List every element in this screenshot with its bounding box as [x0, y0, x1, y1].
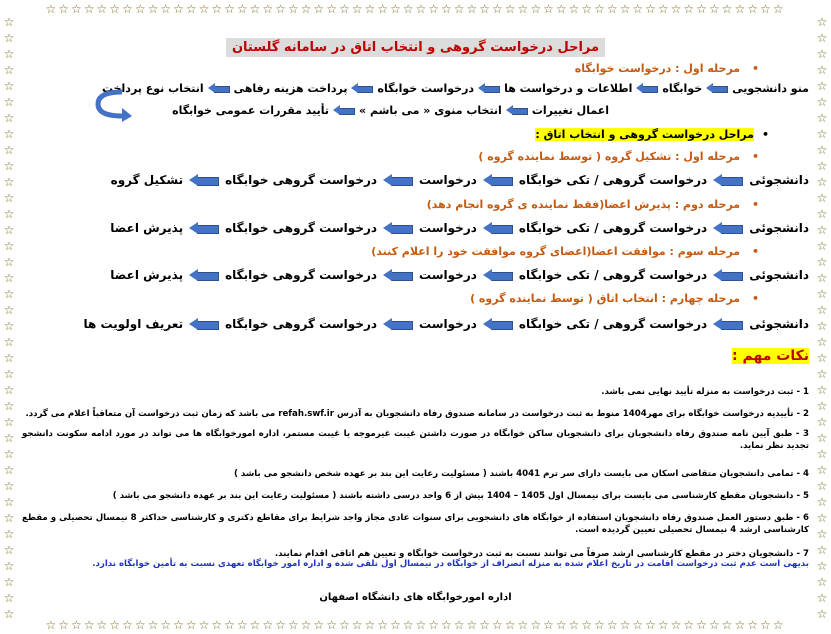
- flow-step: درخواست: [419, 173, 477, 187]
- note-item: 5 - دانشجویان مقطع کارشناسی می بایست برای نیمسال اول 1405 – 1404 بیش از 6 واحد درسی داشته باشند ( مسئولیت رعایت این بند بر عهده دانشجو می باشد ): [112, 491, 809, 501]
- flow-step: درخواست گروهی / تکی خوابگاه: [518, 221, 708, 235]
- page-title-text: مراحل درخواست گروهی و انتخاب اتاق در سامانه گلستان: [226, 38, 605, 57]
- flow-step: درخواست گروهی / تکی خوابگاه: [518, 268, 708, 282]
- note-item: 2 - تأییدیه درخواست خوابگاه برای مهر1404 منوط به ثبت درخواست در سامانه صندوق رفاه دانشجویان به آدرس refah.swf.ir می باشد که زمان ثبت درخواست آن متعاقباً اعلام می گردد.: [25, 409, 809, 419]
- group-stage4-heading: • مرحله چهارم : انتخاب اتاق ( توسط نماینده گروه ): [22, 292, 759, 305]
- page-title: [22, 36, 809, 55]
- note-blue: بدیهی است عدم ثبت درخواست اقامت در تاریخ اعلام شده به منزله انصراف از خوابگاه در نیمسال اول تلقی شده و اداره امور خوابگاه تعهدی نسبت به تأمین خوابگاه ندارد.: [92, 559, 809, 569]
- flow-step: درخواست: [419, 317, 477, 331]
- left-arrow-icon: [351, 83, 373, 94]
- group-heading: • مراحل درخواست گروهی و انتخاب اتاق :: [22, 128, 769, 141]
- left-arrow-icon: [483, 318, 513, 331]
- flow-step: تشکیل گروه: [110, 173, 184, 187]
- left-arrow-icon: [483, 174, 513, 187]
- left-arrow-icon: [713, 269, 743, 282]
- left-arrow-icon: [636, 83, 658, 94]
- flow-step: درخواست خوابگاه: [377, 82, 475, 95]
- note-item: 3 - طبق آیین نامه صندوق رفاه دانشجویان برای دانشجویان ساکن خوابگاه در صورت داشتن غیبت غیرموجه یا غیبت مستمر، اداره امورخوابگاه ها می تواند در مورد ادامه سکونت دانشجو تجدید نظر نماید.: [22, 429, 809, 451]
- group-stage3-flow: [22, 268, 809, 282]
- loop-arrow-icon: [92, 88, 132, 122]
- flow-step: پذیرش اعضا: [110, 268, 184, 282]
- flow-step: پرداخت هزینه رفاهی: [233, 82, 348, 95]
- flow-step: اطلاعات و درخواست ها: [504, 82, 633, 95]
- flow-step: دانشجوئی: [749, 268, 809, 282]
- flow-step: درخواست گروهی خوابگاه: [225, 221, 378, 235]
- note-item: 7 - دانشجویان دختر در مقطع کارشناسی ارشد صرفاً می توانند نسبت به ثبت درخواست خوابگاه و تعیین هم اتاقی اقدام نمایند.: [274, 549, 809, 559]
- left-arrow-icon: [506, 105, 528, 116]
- footer-signature: اداره امورخوابگاه های دانشگاه اصفهان: [319, 592, 512, 603]
- left-arrow-icon: [383, 269, 413, 282]
- flow-step: انتخاب منوی « می باشم »: [359, 104, 502, 117]
- flow-step: خوابگاه: [662, 82, 703, 95]
- left-arrow-icon: [383, 222, 413, 235]
- left-arrow-icon: [208, 83, 230, 94]
- group-stage1-flow: [22, 173, 809, 187]
- note-item: 4 - تمامی دانشجویان متقاضی اسکان می بایست دارای سر ترم 4041 باشند ( مسئولیت رعایت این بند بر عهده شخص دانشجو می باشد ): [233, 469, 809, 479]
- left-arrow-icon: [189, 318, 219, 331]
- notes-heading: نکات مهم :: [732, 348, 809, 364]
- stage1-flow-line1: [22, 82, 809, 95]
- star-border-top: ☆☆☆☆☆☆☆☆☆☆☆☆☆☆☆☆☆☆☆☆☆☆☆☆☆☆☆☆☆☆☆☆☆☆☆☆☆☆☆☆☆☆☆☆☆☆☆☆☆☆☆☆☆☆☆☆☆☆: [45, 2, 786, 16]
- star-border-bottom: ☆☆☆☆☆☆☆☆☆☆☆☆☆☆☆☆☆☆☆☆☆☆☆☆☆☆☆☆☆☆☆☆☆☆☆☆☆☆☆☆☆☆☆☆☆☆☆☆☆☆☆☆☆☆☆☆☆☆: [45, 618, 786, 632]
- left-arrow-icon: [189, 269, 219, 282]
- flow-step: درخواست: [419, 268, 477, 282]
- group-stage2-heading: • مرحله دوم : پذیرش اعضا(فقط نماینده ی گروه انجام دهد): [22, 198, 759, 211]
- flow-step: اعمال تغییرات: [531, 104, 609, 117]
- star-border-right: ☆☆☆☆☆☆☆☆☆☆☆☆☆☆☆☆☆☆☆☆☆☆☆☆☆☆☆☆☆☆☆☆☆☆☆☆☆☆: [816, 15, 828, 620]
- group-stage4-flow: [22, 317, 809, 331]
- left-arrow-icon: [383, 318, 413, 331]
- flow-step: انتخاب نوع پرداخت: [101, 82, 204, 95]
- left-arrow-icon: [483, 222, 513, 235]
- flow-step: درخواست گروهی / تکی خوابگاه: [518, 173, 708, 187]
- flow-step: دانشجوئی: [749, 317, 809, 331]
- group-stage1-heading: • مرحله اول : تشکیل گروه ( توسط نماینده گروه ): [22, 150, 759, 163]
- flow-step: درخواست: [419, 221, 477, 235]
- flow-step: تأیید مقررات عمومی خوابگاه: [172, 104, 330, 117]
- stage1-heading: • مرحله اول : درخواست خوابگاه: [22, 62, 759, 75]
- left-arrow-icon: [706, 83, 728, 94]
- note-item: 6 - طبق دستور العمل صندوق رفاه دانشجویان استفاده از خوابگاه های دانشجویی برای سنوات عادی مجاز واجد شرایط برای مقاطع دکتری و کارشناسی حداکثر 8 نیمسال تحصیلی و مقطع کارشناسی ارشد 4 نیمسال تحصیلی تعیین گردیده است.: [22, 513, 809, 535]
- left-arrow-icon: [333, 105, 355, 116]
- left-arrow-icon: [478, 83, 500, 94]
- flow-step: تعریف اولویت ها: [83, 317, 184, 331]
- flow-step: درخواست گروهی / تکی خوابگاه: [518, 317, 708, 331]
- left-arrow-icon: [383, 174, 413, 187]
- group-stage2-flow: [22, 221, 809, 235]
- flow-step: پذیرش اعضا: [110, 221, 184, 235]
- left-arrow-icon: [189, 222, 219, 235]
- flow-step: درخواست گروهی خوابگاه: [225, 268, 378, 282]
- note-item: 1 - ثبت درخواست به منزله تأیید نهایی نمی باشد.: [601, 387, 809, 397]
- flow-step: دانشجوئی: [749, 173, 809, 187]
- left-arrow-icon: [713, 222, 743, 235]
- flow-step: درخواست گروهی خوابگاه: [225, 173, 378, 187]
- left-arrow-icon: [483, 269, 513, 282]
- left-arrow-icon: [189, 174, 219, 187]
- flow-step: منو دانشجویی: [732, 82, 809, 95]
- left-arrow-icon: [713, 174, 743, 187]
- flow-step: دانشجوئی: [749, 221, 809, 235]
- star-border-left: ☆☆☆☆☆☆☆☆☆☆☆☆☆☆☆☆☆☆☆☆☆☆☆☆☆☆☆☆☆☆☆☆☆☆☆☆☆☆: [3, 15, 15, 620]
- flow-step: درخواست گروهی خوابگاه: [225, 317, 378, 331]
- group-stage3-heading: • مرحله سوم : موافقت اعضا(اعضای گروه موافقت خود را اعلام کنند): [22, 245, 759, 258]
- left-arrow-icon: [713, 318, 743, 331]
